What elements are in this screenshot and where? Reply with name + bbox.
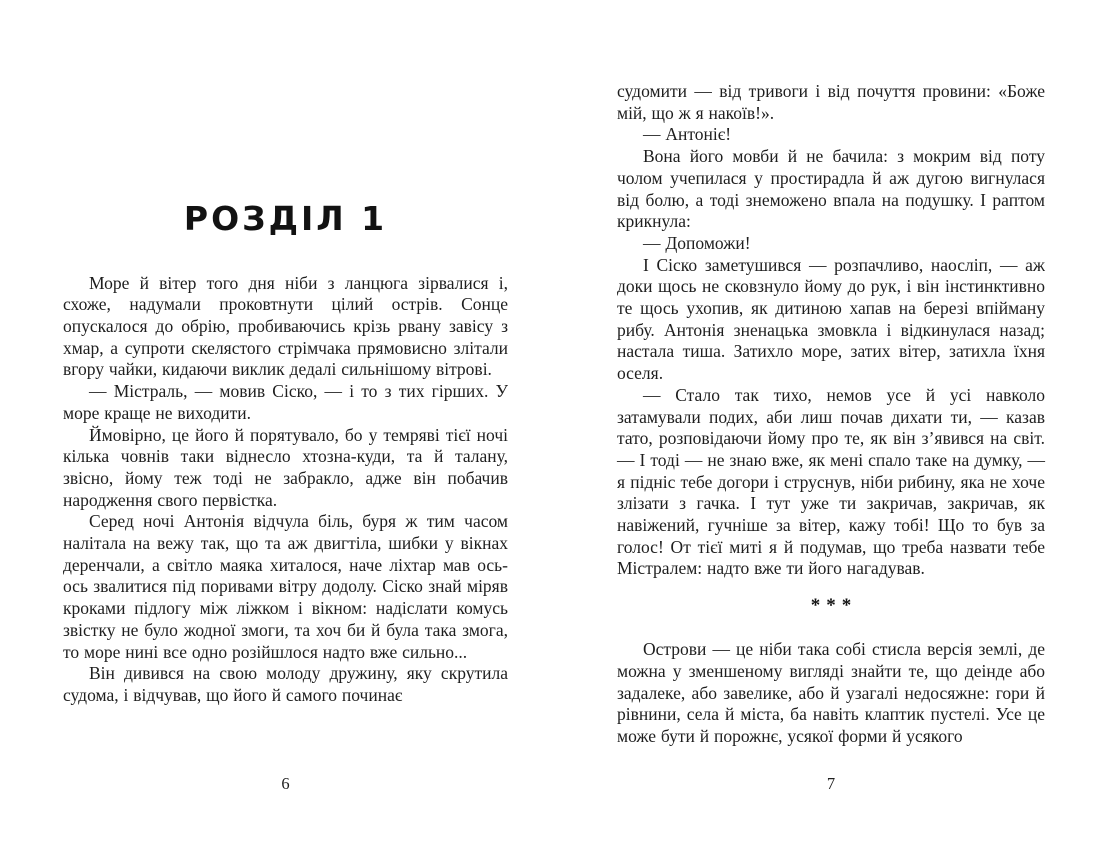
paragraph: І Сіско заметушився — розпачливо, наосліп, — аж доки щось не сковзнуло йому до рук, і він інстинктивно те щось ухопив, як дитиною хапав на березі впійману рибу. Антонія зненацька змовкла і відкинулася назад; настала тиша. Затихло море, затих вітер, затихла їхня оселя. bbox=[617, 254, 1045, 384]
section-separator: *** bbox=[810, 595, 858, 617]
paragraph: Вона його мовби й не бачила: з мокрим від поту чолом учепилася у простирадла й аж дугою вигнулася від болю, а тоді знеможено впала на подушку. І раптом крикнула: bbox=[617, 146, 1045, 232]
right-page bbox=[617, 0, 1045, 850]
paragraph: — Стало так тихо, немов усе й усі навколо затамували подих, аби лиш почав дихати ти, — казав тато, розповідаючи йому про те, як він з’явився на світ. — І тоді — не знаю вже, як мені спало таке на думку, — я підніс тебе догори і струснув, ніби рибину, яка не хоче злізати з гачка. І тут уже ти закричав, закричав, як навіжений, гучніше за вітер, кажу тобі! Що то був за голос! От тієї миті я й подумав, що треба назвати тебе Містралем: надто вже ти його нагадував. bbox=[617, 384, 1045, 579]
page-number-right: 7 bbox=[826, 774, 836, 793]
paragraph-dialogue: — Містраль, — мовив Сіско, — і то з тих гірших. У море краще не виходити. bbox=[63, 381, 508, 423]
page-number-left: 6 bbox=[281, 774, 290, 793]
paragraph: Ймовірно, це його й порятувало, бо у темряві тієї ночі кілька човнів таки віднесло хтозна-куди, та й талану, звісно, йому теж тоді не забракло, адже він побачив народження свого первістка. bbox=[63, 424, 508, 510]
paragraph-dialogue: — Допоможи! bbox=[643, 232, 751, 253]
paragraph: Він дивився на свою молоду дружину, яку скрутила судома, і відчував, що його й самого починає bbox=[63, 663, 508, 705]
chapter-heading: РОЗДІЛ 1 bbox=[183, 199, 388, 238]
left-page bbox=[63, 0, 508, 850]
paragraph-continuation: судомити — від тривоги і від почуття провини: «Боже мій, що ж я накоїв!». bbox=[617, 81, 1045, 123]
paragraph-dialogue: — Антоніє! bbox=[643, 124, 732, 145]
paragraph: Море й вітер того дня ніби з ланцюга зірвалися і, схоже, надумали проковтнути цілий острів. Сонце опускалося до обрію, пробиваючись крізь рвану завісу з хмар, а супроти скелястого стрімчака прямовисно злітали вгору чайки, кидаючи виклик дедалі сильнішому вітрові. bbox=[63, 272, 508, 380]
right-page-text-top bbox=[617, 0, 1045, 580]
paragraph: Серед ночі Антонія відчула біль, буря ж тим часом налітала на вежу так, що та аж двигтіла, шибки у вікнах деренчали, а світло маяка хиталося, наче ліхтар мав ось-ось звалитися під поривами вітру додолу. Сіско знай міряв кроками підлогу між ліжком і вікном: надіслати комусь звістку не було жодної змоги, та хоч би й була така змога, то море нині все одно розійшлося надто вже сильно... bbox=[63, 511, 508, 662]
left-page-text bbox=[63, 273, 508, 707]
right-page-text-bottom bbox=[617, 639, 1045, 748]
paragraph: Острови — це ніби така собі стисла версія землі, де можна у зменшеному вигляді знайти те, що деінде або задалеке, або завелике, або й узагалі недосяжне: гори й рівнини, села й міста, ба навіть клаптик пустелі. Усе це може бути й порожнє, усякої форми й усякого bbox=[617, 639, 1045, 746]
